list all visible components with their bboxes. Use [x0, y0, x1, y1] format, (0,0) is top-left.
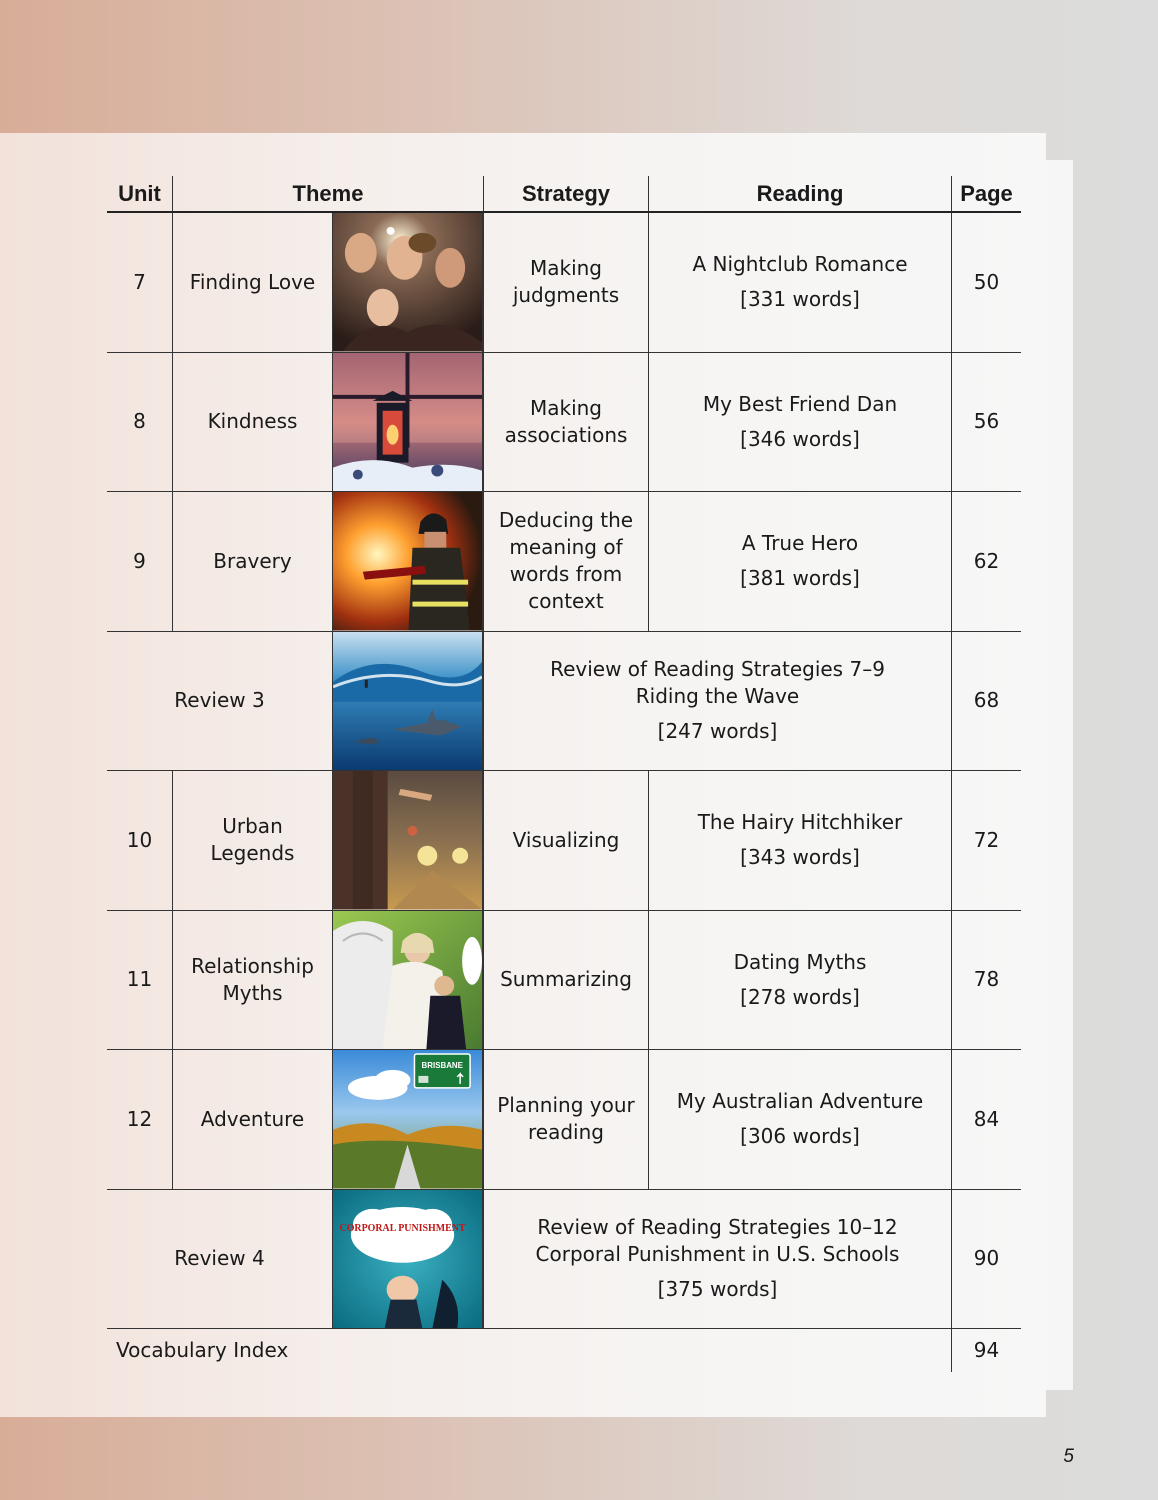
vocabulary-index-page: 94 — [951, 1329, 1021, 1372]
word-count: [343 words] — [740, 845, 860, 870]
theme-label: Finding Love — [172, 213, 332, 353]
page-number: 50 — [951, 213, 1021, 353]
review-label: Review 3 — [107, 632, 332, 772]
review-reading-cell — [483, 1190, 951, 1330]
reading-title: Dating Myths — [733, 949, 867, 974]
review-label: Review 4 — [107, 1190, 332, 1330]
header-theme: Theme — [172, 176, 483, 213]
strategy-label: Deducing the meaning of words from context — [483, 492, 648, 632]
reading-title: My Australian Adventure — [676, 1089, 924, 1114]
review-strategies-line: Review of Reading Strategies 7–9 — [550, 657, 885, 682]
reading-cell — [648, 771, 951, 911]
sign-text: BRISBANE — [421, 1060, 463, 1070]
hitchhiker-road-photo — [332, 771, 483, 911]
sign-text: CORPORAL PUNISHMENT — [339, 1222, 466, 1234]
strategy-label: Summarizing — [483, 911, 648, 1051]
strategy-label: Making associations — [483, 353, 648, 493]
vocabulary-index-label: Vocabulary Index — [116, 1338, 289, 1362]
reading-cell — [648, 492, 951, 632]
reading-cell — [648, 1050, 951, 1190]
word-count: [278 words] — [740, 984, 860, 1009]
bride-groom-carriage-photo — [332, 911, 483, 1051]
word-count: [306 words] — [740, 1124, 860, 1149]
corporal-punishment-photo — [332, 1190, 483, 1330]
contents-table — [107, 176, 1021, 1372]
word-count: [375 words] — [657, 1277, 778, 1302]
page-number: 68 — [951, 632, 1021, 772]
page-number-footer: 5 — [1063, 1446, 1074, 1467]
unit-number: 9 — [107, 492, 172, 632]
word-count: [381 words] — [740, 566, 860, 591]
unit-number: 10 — [107, 771, 172, 911]
reading-title: A Nightclub Romance — [692, 252, 908, 277]
theme-label: Adventure — [172, 1050, 332, 1190]
firefighter-photo — [332, 492, 483, 632]
header-page: Page — [951, 176, 1021, 213]
unit-number: 8 — [107, 353, 172, 493]
strategy-label: Planning your reading — [483, 1050, 648, 1190]
header-strategy: Strategy — [483, 176, 648, 213]
reading-title: A True Hero — [741, 531, 859, 556]
reading-cell — [648, 911, 951, 1051]
header-reading: Reading — [648, 176, 951, 213]
reading-title: My Best Friend Dan — [702, 391, 898, 416]
winter-lantern-photo — [332, 353, 483, 493]
page-number: 56 — [951, 353, 1021, 493]
page-number: 62 — [951, 492, 1021, 632]
word-count: [247 words] — [657, 719, 778, 744]
theme-label: Urban Legends — [172, 771, 332, 911]
word-count: [331 words] — [740, 287, 860, 312]
theme-label: Relationship Myths — [172, 911, 332, 1051]
review-reading-cell — [483, 632, 951, 772]
shark-wave-photo — [332, 632, 483, 772]
reading-cell — [648, 213, 951, 353]
strategy-label: Making judgments — [483, 213, 648, 353]
reading-title: Riding the Wave — [635, 684, 800, 709]
word-count: [346 words] — [740, 426, 860, 451]
unit-number: 12 — [107, 1050, 172, 1190]
friends-nightclub-photo — [332, 213, 483, 353]
page-number: 84 — [951, 1050, 1021, 1190]
header-unit: Unit — [107, 176, 172, 213]
page-number: 72 — [951, 771, 1021, 911]
reading-title: The Hairy Hitchhiker — [697, 810, 903, 835]
review-strategies-line: Review of Reading Strategies 10–12 — [537, 1215, 898, 1240]
theme-label: Kindness — [172, 353, 332, 493]
page-number: 78 — [951, 911, 1021, 1051]
brisbane-road-sign-photo — [332, 1050, 483, 1190]
unit-number: 11 — [107, 911, 172, 1051]
theme-label: Bravery — [172, 492, 332, 632]
reading-cell — [648, 353, 951, 493]
reading-title: Corporal Punishment in U.S. Schools — [535, 1242, 900, 1267]
page-number: 90 — [951, 1190, 1021, 1330]
strategy-label: Visualizing — [483, 771, 648, 911]
unit-number: 7 — [107, 213, 172, 353]
